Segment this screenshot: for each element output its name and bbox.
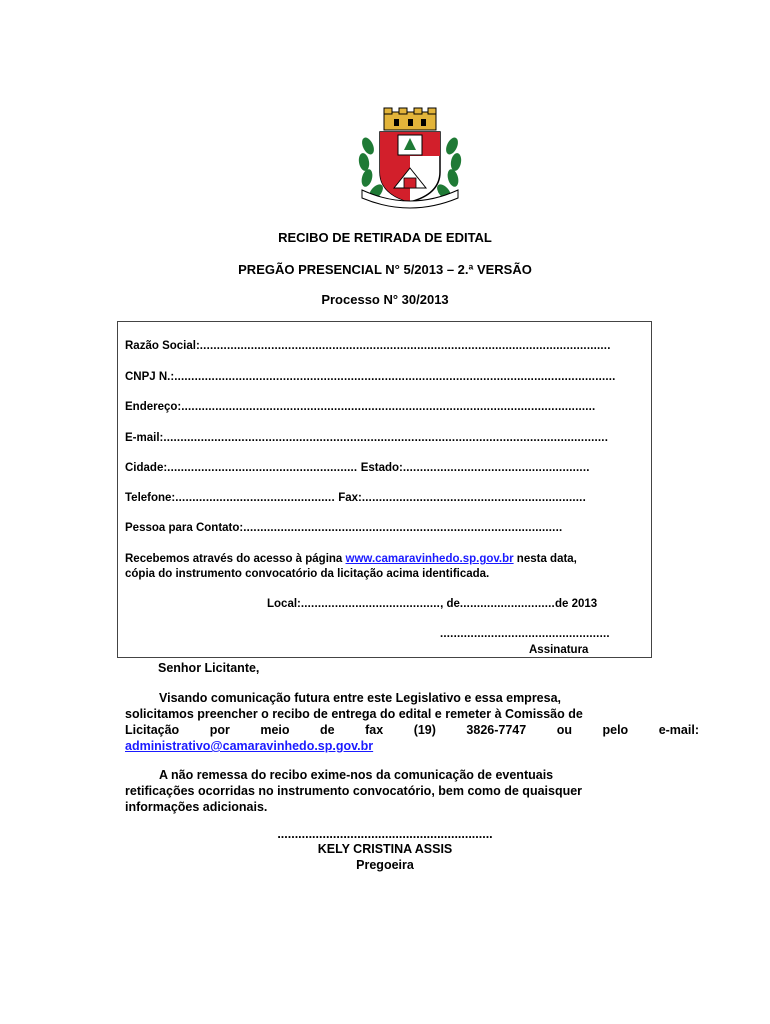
contact-email-link[interactable]: administrativo@camaravinhedo.sp.gov.br [125, 739, 374, 753]
document-title: RECIBO DE RETIRADA DE EDITAL [278, 230, 492, 245]
p1-word: (19) [413, 723, 436, 737]
greeting: Senhor Licitante, [158, 661, 260, 675]
receipt-statement-line1 [125, 553, 577, 565]
p1-word: meio [260, 723, 290, 737]
p1-line-2: solicitamos preencher o recibo de entrega do edital e remeter à Comissão de [125, 707, 583, 721]
de-label: , de [440, 598, 460, 610]
p1-word: ou [556, 723, 572, 737]
p1-line-1-text: Visando comunicação futura entre este Legislativo e essa empresa, [159, 691, 562, 705]
signature-dotted-line: .............................................................. [277, 827, 493, 841]
signature-line: .................................................. [440, 628, 610, 640]
website-link[interactable]: www.camaravinhedo.sp.gov.br [345, 553, 514, 565]
pessoa-contato-label: Pessoa para Contato: [125, 522, 244, 534]
p1-word: 3826-7747 [466, 723, 527, 737]
cnpj-field: CNPJ N.:.................................................................................................................................. [125, 371, 616, 383]
municipal-coat-of-arms [354, 106, 466, 214]
p1-word: e-mail: [658, 723, 699, 737]
razao-social-label: Razão Social: [125, 340, 200, 352]
local-label: Local: [267, 598, 301, 610]
razao-social-field: Razão Social:......................................................................................................................... [125, 340, 611, 352]
email-label: E-mail: [125, 432, 164, 444]
p2-line-1: A não remessa do recibo exime-nos da comunicação de eventuais [159, 768, 554, 782]
cnpj-label: CNPJ N.: [125, 371, 175, 383]
email-field: E-mail:................................................................................................................................... [125, 432, 609, 444]
p1-line-1 [125, 690, 699, 706]
year-label: de 2013 [554, 598, 598, 610]
p1-word: pelo [602, 723, 629, 737]
paragraph-1 [125, 690, 699, 754]
p1-word: por [209, 723, 230, 737]
signatory-name: KELY CRISTINA ASSIS [317, 842, 453, 856]
local-date-field: Local:........................................., de............................de 2013 [267, 598, 598, 610]
paragraph-2 [125, 767, 699, 815]
auction-subtitle: PREGÃO PRESENCIAL N° 5/2013 – 2.ª VERSÃO [238, 262, 532, 277]
endereco-label: Endereço: [125, 401, 182, 413]
p1-word: de [320, 723, 335, 737]
endereco-field: Endereço:.......................................................................................................................... [125, 401, 596, 413]
cidade-estado-field: Cidade:........................................................ Estado:....................................................... [125, 462, 590, 474]
telefone-fax-field: Telefone:............................................... Fax:.................................................................. [125, 492, 586, 504]
fax-label: Fax: [338, 492, 362, 504]
p1-word: Licitação [125, 723, 180, 737]
p1-word: fax [365, 723, 384, 737]
assinatura-label: Assinatura [529, 644, 589, 656]
signatory-role: Pregoeira [356, 858, 414, 872]
receipt-statement-line2: cópia do instrumento convocatório da licitação acima identificada. [125, 568, 490, 580]
p2-line-3: informações adicionais. [125, 800, 268, 814]
pessoa-contato-field: Pessoa para Contato:.............................................................................................. [125, 522, 563, 534]
estado-label: Estado: [360, 462, 403, 474]
cidade-label: Cidade: [125, 462, 168, 474]
receipt-statement-suffix: nesta data, [513, 553, 577, 565]
telefone-label: Telefone: [125, 492, 176, 504]
p2-line-2: retificações ocorridas no instrumento convocatório, bem como de quaisquer [125, 784, 583, 798]
p1-line-3 [125, 722, 699, 738]
process-number: Processo N° 30/2013 [321, 292, 449, 307]
receipt-statement-text: Recebemos através do acesso à página [125, 553, 346, 565]
